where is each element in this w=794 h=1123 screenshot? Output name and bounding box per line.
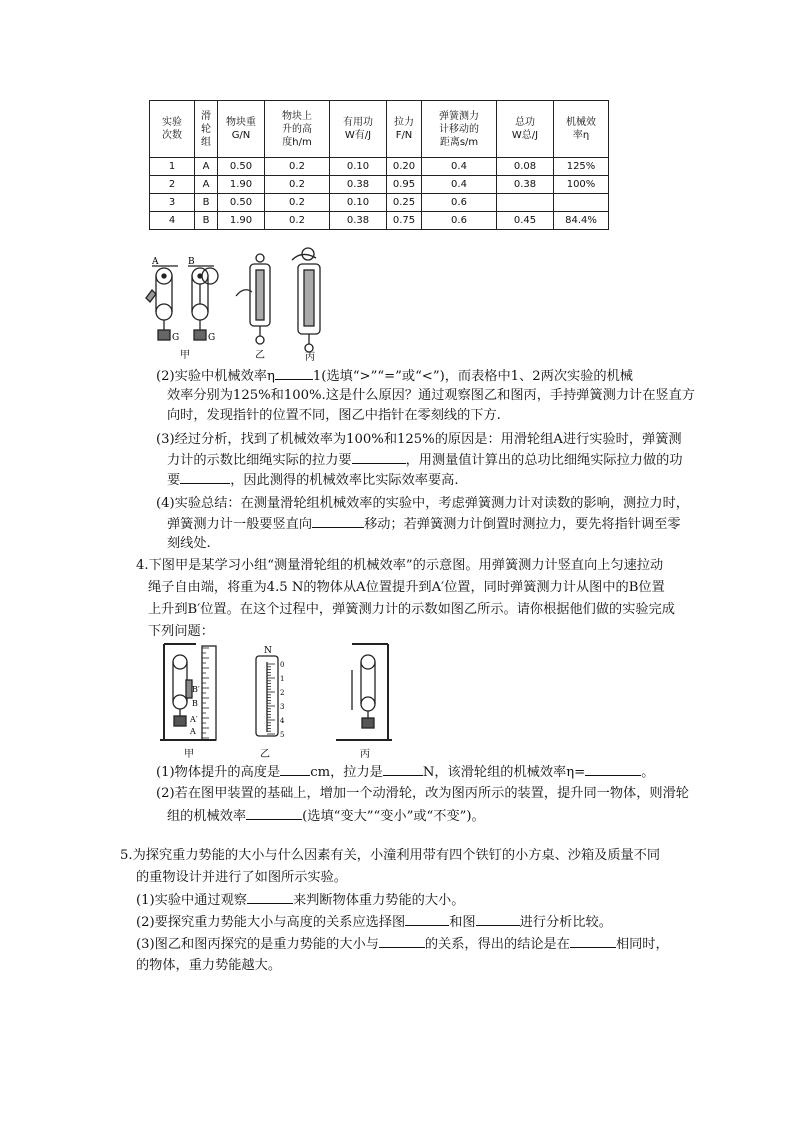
table-header-row — [150, 101, 609, 158]
scale-tick-label: 3 — [280, 703, 285, 711]
header-cell: 物块上 升的高 度h/m — [265, 101, 330, 158]
scale-tick-label: 2 — [280, 689, 285, 697]
table-row: 2 A 1.90 0.2 0.38 0.95 0.4 0.38 100% — [150, 176, 609, 194]
table-row: 4 B 1.90 0.2 0.38 0.75 0.6 0.45 84.4% — [150, 212, 609, 230]
answer-blank — [476, 912, 520, 926]
scale-unit-label: N — [264, 646, 272, 656]
q5-intro-line1: 5.为探究重力势能的大小与什么因素有关，小潼利用带有四个铁钉的小方桌、沙箱及质量不同 — [120, 848, 661, 863]
header-cell: 物块重 G/N — [218, 101, 265, 158]
header-cell: 滑 轮 组 — [195, 101, 218, 158]
header-cell: 机械效 率η — [554, 101, 609, 158]
figure-label: 丙 — [360, 749, 370, 760]
figure-label: A — [152, 257, 159, 267]
answer-blank — [585, 762, 641, 776]
answer-blank — [275, 366, 313, 380]
answer-blank — [312, 514, 364, 528]
q4-intro-line3: 上升到B′位置。在这个过程中，弹簧测力计的示数如图乙所示。请你根据他们做的实验完成 — [148, 602, 675, 617]
answer-blank — [352, 450, 406, 464]
header-cell: 弹簧测力 计移动的 距离s/m — [422, 101, 497, 158]
experiment-table — [149, 100, 609, 230]
q4-part1: (1)物体提升的高度是 cm，拉力是 N，该滑轮组的机械效率η= 。 — [156, 762, 654, 783]
q4-intro-line1: 4.下图甲是某学习小组“测量滑轮组的机械效率”的示意图。用弹簧测力计竖直向上匀速拉动 — [136, 558, 664, 573]
figure-label: G — [172, 333, 180, 343]
q4-intro-line2: 绳子自由端，将重为4.5 N的物体从A位置提升到A′位置，同时弹簧测力计从图中的B位置 — [148, 580, 665, 595]
q3-part4-line3: 刻线处. — [167, 536, 211, 551]
figure-label: B — [188, 257, 195, 267]
answer-blank — [379, 934, 425, 948]
position-label: B — [192, 699, 198, 708]
pulley-spring-scale-figure — [142, 244, 342, 364]
table-row: 3 B 0.50 0.2 0.10 0.25 0.6 — [150, 194, 609, 212]
q3-part2-line2: 效率分别为125%和100%.这是什么原因？通过观察图乙和图丙，手持弹簧测力计在竖直方 — [167, 388, 695, 403]
q5-intro-line2: 的重物设计并进行了如图所示实验。 — [136, 870, 347, 885]
q4-intro-line4: 下列问题： — [148, 624, 214, 639]
figure-label: 丙 — [305, 352, 315, 363]
answer-blank — [247, 890, 293, 904]
answer-blank — [180, 470, 230, 484]
figure-label: G — [208, 333, 216, 343]
q5-part1: (1)实验中通过观察 来判断物体重力势能的大小。 — [136, 890, 464, 911]
q3-part2-line1: (2)实验中机械效率η 1(选填“>”“=”或“<”)，而表格中1、2两次实验的机械 — [156, 366, 633, 387]
pulley-block-measurement-figure — [156, 640, 396, 762]
header-cell: 有用功 W有/J — [330, 101, 387, 158]
figure-label: 乙 — [260, 749, 270, 760]
scale-tick-label: 0 — [280, 661, 285, 669]
q3-part3-line3: 要 ，因此测得的机械效率比实际效率要高. — [167, 470, 459, 491]
answer-blank — [405, 912, 449, 926]
position-label: A′ — [190, 715, 198, 724]
q5-part3-line2: 的物体，重力势能越大。 — [136, 958, 282, 973]
answer-blank — [570, 934, 616, 948]
q3-part3-line1: (3)经过分析，找到了机械效率为100%和125%的原因是：用滑轮组A进行实验时，弹簧测 — [156, 432, 682, 447]
figure-label: 甲 — [180, 350, 190, 361]
scale-tick-label: 5 — [280, 731, 285, 739]
q4-part2-line2: 组的机械效率 (选填“变大”“变小”或“不变”)。 — [167, 806, 485, 827]
q3-part3-line2: 力计的示数比细绳实际的拉力要 ，用测量值计算出的总功比细绳实际拉力做的功 — [167, 450, 683, 471]
answer-blank — [383, 762, 423, 776]
position-label: B′ — [192, 685, 200, 694]
q3-part4-line1: (4)实验总结：在测量滑轮组机械效率的实验中，考虑弹簧测力计对读数的影响，测拉力时， — [156, 496, 689, 511]
figure-label: 甲 — [184, 749, 194, 760]
q3-part2-line3: 向时，发现指针的位置不同，图乙中指针在零刻线的下方. — [167, 408, 501, 423]
answer-blank — [246, 806, 302, 820]
figure-label: 乙 — [255, 350, 265, 361]
answer-blank — [280, 762, 310, 776]
position-label: A — [190, 727, 196, 736]
scale-tick-label: 4 — [280, 717, 285, 725]
scale-tick-label: 1 — [280, 675, 285, 683]
header-cell: 总功 W总/J — [497, 101, 554, 158]
q5-part3-line1: (3)图乙和图丙探究的是重力势能的大小与 的关系，得出的结论是在 相同时， — [136, 934, 669, 955]
q5-part2: (2)要探究重力势能大小与高度的关系应选择图 和图 进行分析比较。 — [136, 912, 612, 933]
q3-part4-line2: 弹簧测力计一般要竖直向 移动；若弹簧测力计倒置时测拉力，要先将指针调至零 — [167, 514, 681, 535]
header-cell: 拉力 F/N — [387, 101, 422, 158]
q4-part2-line1: (2)若在图甲装置的基础上，增加一个动滑轮，改为图丙所示的装置，提升同一物体，则滑轮 — [156, 786, 689, 801]
table-row: 1 A 0.50 0.2 0.10 0.20 0.4 0.08 125% — [150, 158, 609, 176]
header-cell: 实验 次数 — [150, 101, 195, 158]
